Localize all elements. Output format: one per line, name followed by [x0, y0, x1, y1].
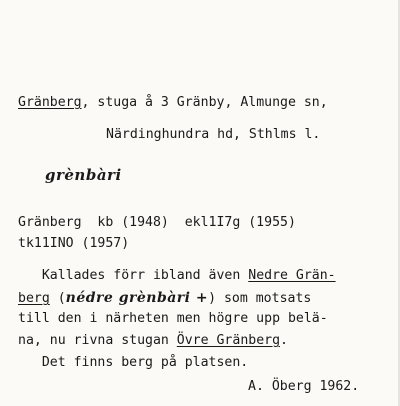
signature: A. Öberg 1962.	[248, 379, 360, 394]
text-line-4-a: na, nu rivna stugan	[18, 333, 177, 348]
text-line-1-a: Kallades förr ibland även	[18, 268, 249, 283]
heading-line	[18, 95, 328, 111]
text-line-2-b: (	[49, 291, 66, 306]
pronunciation: grènbàri	[45, 166, 122, 184]
alt-name-ovre: Övre Gränberg	[176, 333, 281, 348]
text-line-2-c: ) som motsats	[208, 291, 312, 306]
text-line-2	[18, 290, 311, 307]
sources-line-2: tk11INO (1957)	[18, 236, 130, 251]
alt-name-nedre-cont: berg	[18, 291, 50, 306]
text-line-3-a: till den i närheten men högre upp belä-	[18, 311, 328, 326]
heading-location: , stuga å 3 Gränby, Almunge sn,	[81, 95, 328, 110]
alt-name-nedre: Nedre Grän-	[248, 268, 336, 283]
text-line-4	[18, 333, 288, 349]
pronunciation-nedre: nédre grènbàri +	[65, 290, 209, 306]
text-line-5: Det finns berg på platsen.	[18, 355, 249, 370]
sources-line-1: Gränberg kb (1948) ekl1I7g (1955)	[18, 215, 296, 230]
text-line-3	[18, 311, 328, 327]
text-line-4-c: .	[280, 333, 288, 348]
text-line-1	[18, 268, 336, 284]
administrative-location: Närdinghundra hd, Sthlms l.	[106, 127, 321, 142]
headword: Gränberg	[18, 95, 82, 110]
